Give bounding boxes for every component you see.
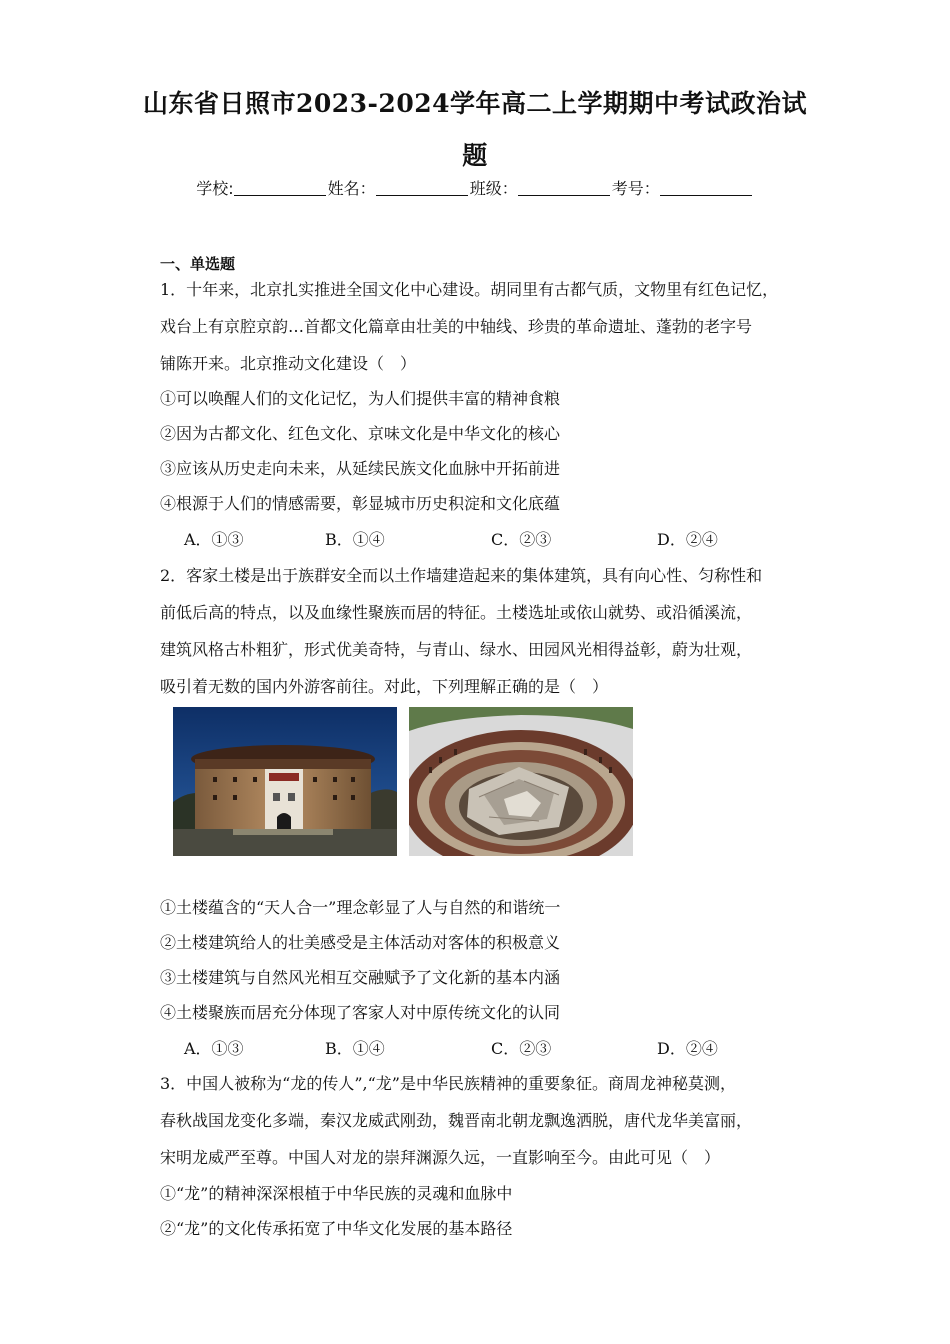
name-label: 姓名： — [327, 179, 376, 198]
q1-option-d[interactable]: D．②④ — [657, 530, 718, 549]
q2-stem-line: 2．客家土楼是出于族群安全而以土作墙建造起来的集体建筑，具有向心性、匀称性和 — [160, 566, 763, 585]
school-label: 学校: — [196, 179, 234, 198]
q2-option-b[interactable]: B．①④ — [325, 1039, 385, 1058]
q2-item: ②土楼建筑给人的壮美感受是主体活动对客体的积极意义 — [160, 933, 561, 952]
q1-item: ②因为古都文化、红色文化、京味文化是中华文化的核心 — [160, 424, 561, 443]
exam-title-line2: 题 — [462, 141, 488, 170]
q3-stem-line: 3．中国人被称为“龙的传人”,“龙”是中华民族精神的重要象征。商周龙神秘莫测， — [160, 1074, 736, 1093]
number-blank[interactable] — [660, 181, 752, 196]
student-info-row — [0, 176, 950, 199]
q2-stem-line: 建筑风格古朴粗犷，形式优美奇特，与青山、绿水、田园风光相得益彰，蔚为壮观， — [160, 640, 753, 659]
q2-stem-line: 前低后高的特点，以及血缘性聚族而居的特征。土楼选址或依山就势、或沿循溪流， — [160, 603, 753, 622]
q2-option-d[interactable]: D．②④ — [657, 1039, 718, 1058]
q3-stem-line: 春秋战国龙变化多端，秦汉龙威武刚劲，魏晋南北朝龙飘逸洒脱，唐代龙华美富丽， — [160, 1111, 753, 1130]
school-blank[interactable] — [234, 181, 326, 196]
section-heading: 一、单选题 — [160, 255, 236, 273]
q1-option-a[interactable]: A．①③ — [184, 530, 244, 549]
q1-option-c[interactable]: C．②③ — [491, 530, 552, 549]
q2-option-c[interactable]: C．②③ — [491, 1039, 552, 1058]
q3-stem-line: 宋明龙威严至尊。中国人对龙的崇拜渊源久远，一直影响至今。由此可见（ ） — [160, 1148, 721, 1167]
q2-stem-line: 吸引着无数的国内外游客前往。对此，下列理解正确的是（ ） — [160, 677, 609, 696]
tulou-exterior-photo — [173, 707, 397, 856]
q2-item: ③土楼建筑与自然风光相互交融赋予了文化新的基本内涵 — [160, 968, 561, 987]
class-blank[interactable] — [518, 181, 610, 196]
q1-item: ③应该从历史走向未来，从延续民族文化血脉中开拓前进 — [160, 459, 561, 478]
q2-item: ①土楼蕴含的“天人合一”理念彰显了人与自然的和谐统一 — [160, 898, 561, 917]
q1-stem-line: 戏台上有京腔京韵…首都文化篇章由壮美的中轴线、珍贵的革命遗址、蓬勃的老字号 — [160, 317, 753, 336]
class-label: 班级： — [469, 179, 518, 198]
q1-stem-line: 1．十年来，北京扎实推进全国文化中心建设。胡同里有古都气质，文物里有红色记忆， — [160, 280, 779, 299]
q1-stem-line: 铺陈开来。北京推动文化建设（ ） — [160, 354, 417, 373]
number-label: 考号： — [611, 179, 660, 198]
q3-item: ①“龙”的精神深深根植于中华民族的灵魂和血脉中 — [160, 1184, 513, 1203]
q3-item: ②“龙”的文化传承拓宽了中华文化发展的基本路径 — [160, 1219, 513, 1238]
q2-item: ④土楼聚族而居充分体现了客家人对中原传统文化的认同 — [160, 1003, 561, 1022]
q1-item: ①可以唤醒人们的文化记忆，为人们提供丰富的精神食粮 — [160, 389, 561, 408]
name-blank[interactable] — [376, 181, 468, 196]
exam-title-line1: 山东省日照市2023-2024学年高二上学期期中考试政治试 — [142, 89, 808, 118]
tulou-interior-photo — [409, 707, 633, 856]
q1-item: ④根源于人们的情感需要，彰显城市历史积淀和文化底蕴 — [160, 494, 561, 513]
q2-option-a[interactable]: A．①③ — [184, 1039, 244, 1058]
q1-option-b[interactable]: B．①④ — [325, 530, 385, 549]
